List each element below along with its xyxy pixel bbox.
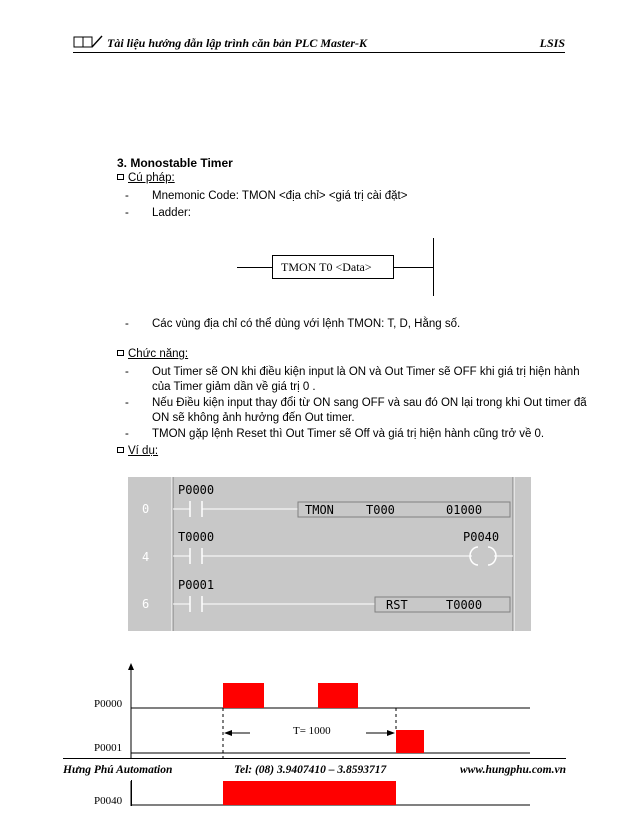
box-op: RST: [386, 598, 408, 612]
box-arg: T0000: [446, 598, 483, 612]
signal-label: P0000: [94, 698, 123, 710]
header-title: Tài liệu hướng dẫn lập trình căn bản PLC Master-K: [107, 36, 368, 50]
rung-step: 6: [142, 597, 150, 611]
pulse: [223, 683, 264, 708]
ladder-example-panel: [128, 477, 531, 631]
ladder-rail: [433, 238, 434, 296]
example-label: Ví dụ:: [117, 445, 158, 457]
ladder-wire: [394, 267, 433, 268]
header-brand: LSIS: [539, 36, 565, 50]
syntax-label: Cú pháp:: [117, 172, 175, 184]
rung-step: 4: [142, 550, 150, 564]
signal-label: P0001: [94, 742, 123, 754]
contact-label: T0000: [178, 530, 215, 544]
interval-label: T= 1000: [293, 725, 331, 737]
footer-company: Hưng Phú Automation: [63, 764, 173, 776]
page-footer: [63, 758, 566, 781]
signal-label: P0040: [94, 795, 123, 807]
rung-step: 0: [142, 502, 150, 516]
pulse: [223, 781, 396, 805]
ladder-example-svg: [128, 477, 531, 631]
coil-label: P0040: [463, 530, 500, 544]
ladder-wire: [237, 267, 272, 268]
timing-axis: [131, 780, 132, 806]
footer-phone: Tel: (08) 3.9407410 – 3.8593717: [234, 764, 387, 776]
pulse: [318, 683, 358, 708]
contact-label: P0001: [178, 578, 215, 592]
box-arg: 01000: [446, 503, 483, 517]
tmon-instruction-box: TMON T0 <Data>: [272, 255, 394, 279]
book-pen-icon: [73, 35, 103, 49]
page-header: [73, 34, 565, 53]
box-op: TMON: [305, 503, 334, 517]
function-label: Chức năng:: [117, 348, 188, 360]
pulse: [396, 730, 424, 753]
contact-label: P0000: [178, 483, 215, 497]
section-heading: 3. Monostable Timer: [117, 156, 233, 170]
box-arg: T000: [366, 503, 395, 517]
footer-website: www.hungphu.com.vn: [460, 764, 566, 776]
